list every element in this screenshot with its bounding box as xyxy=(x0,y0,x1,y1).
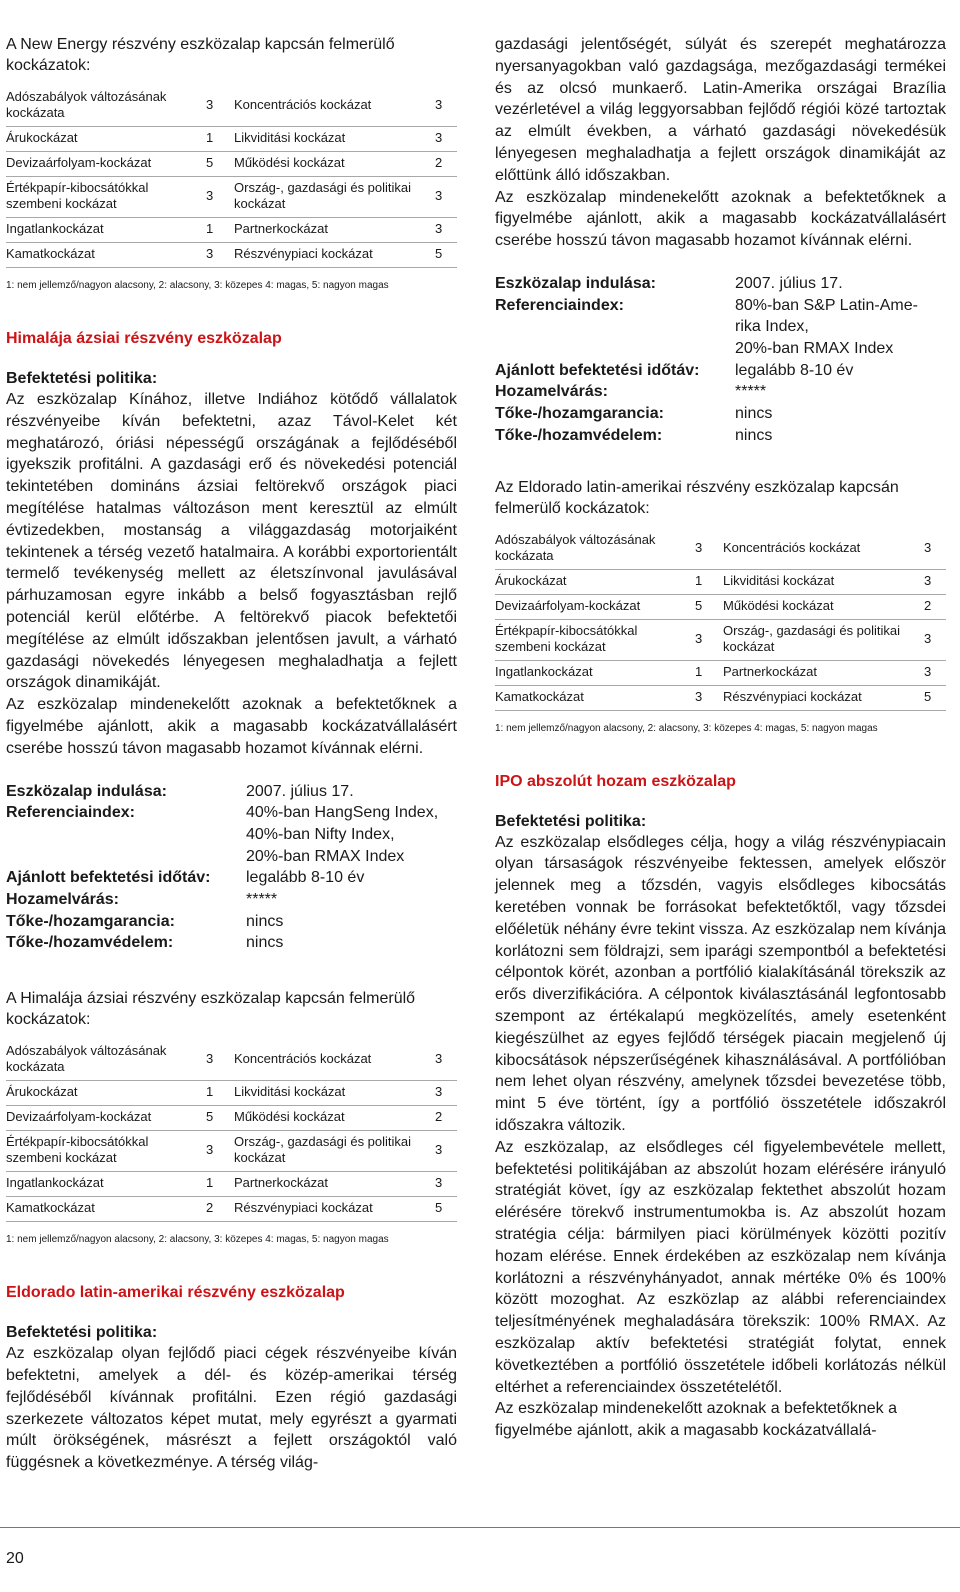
eldorado-policy-label: Befektetési politika: xyxy=(6,1324,158,1342)
himalaya-title: Himalája ázsiai részvény eszközalap xyxy=(6,330,282,347)
himalaya-policy-label: Befektetési politika: xyxy=(6,370,158,387)
footer-rule xyxy=(0,1527,960,1528)
risk-legend: 1: nem jellemző/nagyon alacsony, 2: alacsony, 3: közepes 4: magas, 5: nagyon magas xyxy=(6,280,389,291)
ipo-policy-text: Az eszközalap elsődleges célja, hogy a világ részvénypiacain olyan társaságok részvényeibe fektessen, amelyek először jelennek meg a tőzsdén, vagyis elsődleges kibocsátás keretében vonnak be forrásokat befektetőktől, vagy tőzsdei előéletük néhány évre tekint vissza. Az eszközalap nem kívánja korlátozni sem földrajzi, sem iparági szempontból a befektetési célpontok körét, azonban a portfólió kialakításánál törekszik az erős diverzifikációra. A célpontok kiválasztásánál legfontosabb szempont az értékalapú megközelítés, amely esetenként kiegészülhet az egyes fejlődő térségek piacain megjelenő új kibocsátások népszerűségének kihasználásával. A portfólióban nem lehet olyan részvény, amelynek tőzsdei bevezetése több, mint 5 éve történt, így a portfólió összetétele időszakról időszakra változik. Az eszközalap, az elsődleges cél figyelembevétele mellett, befektetési politikájában az abszolút hozam elérésére irányuló stratégiát követ, így az eszközalap fektethet abszolút hozam elérésére törekvő instrumentumokba is. Az abszolút hozam stratégia célja: bármilyen piaci körülmények közötti pozitív hozam elérése. Ennek érdekében az eszközalap nem kívánja korlátozni a részvényhányadot, annak mértéke 0% és 100% között mozoghat. Az eszközlap az alábbi referenciaindex teljesítményének meghaladására törekszik: 100% RMAX. Az eszközalap aktív befektetési stratégiát folytat, ennek következtében a portfólió összetétele időbeli korlátozás nélkül eltérhet a referenciaindex összetételétől. Az eszközalap mindenekelőtt azoknak a befektetőknek a figyelmébe ajánlott, akik a magasabb kockázatvállalá- xyxy=(495,833,946,1440)
himalaya-policy-text: Az eszközalap Kínához, illetve Indiához kötődő vállalatok részvényeibe kíván befektetni, azaz Távol-Kelet két meghatározó, óriási népességű országának a fejlődéséből igyekszik profitálni. A gazdasági erő és növekedési potenciál tekintetében domináns ázsiai feltörekvő országok piaci megítélése hatalmas változáson ment keresztül az elmúlt évtizedekben, mostanság a világgazdaság motorjaiként tekintenek a térség vezető hatalmaira. A korábbi exportorientált termelő tevékenység mellett az életszínvonal javulásával párhuzamosan egyre inkább a belső fogyasztásban rejlő potenciál kerül előtérbe. A feltörekvő piacok befektetői megítélése az elmúlt időszakban jelentősen javult, a várható gazdasági növekedés lényegesen meghaladhatja a fejlett országok dinamikáját. Az eszközalap mindenekelőtt azoknak a befektetőknek a figyelmébe ajánlott, akik a magasabb kockázatvállalásért cserébe hosszú távon magasabb hozamot kívánnak elérni. xyxy=(6,391,457,757)
right-column xyxy=(495,0,946,1442)
eldorado-risk-intro: Az Eldorado latin-amerikai részvény eszközalap kapcsán felmerülő kockázatok: xyxy=(495,478,899,517)
table-row: Árukockázat 1 Likviditási kockázat 3 xyxy=(495,569,946,594)
table-row: Ingatlankockázat 1 Partnerkockázat 3 xyxy=(495,660,946,685)
table-row: Adószabályok változásának kockázata 3 Koncentrációs kockázat 3 xyxy=(6,86,457,127)
table-row: Adószabályok változásának kockázata 3 Koncentrációs kockázat 3 xyxy=(6,1040,457,1081)
table-row: Értékpapír-kibocsátókkal szembeni kockázat 3 Ország-, gazdasági és politikai kockázat 3 xyxy=(495,619,946,660)
table-row: Adószabályok változásának kockázata 3 Koncentrációs kockázat 3 xyxy=(495,529,946,570)
table-row: Devizaárfolyam-kockázat 5 Működési kockázat 2 xyxy=(6,1106,457,1131)
page-number: 20 xyxy=(6,1550,24,1567)
himalaya-risk-table xyxy=(6,1040,457,1222)
eldorado-title: Eldorado latin-amerikai részvény eszközalap xyxy=(6,1284,345,1302)
table-row: Kamatkockázat 2 Részvénypiaci kockázat 5 xyxy=(6,1197,457,1222)
table-row: Árukockázat 1 Likviditási kockázat 3 xyxy=(6,1081,457,1106)
ipo-policy-label: Befektetési politika: xyxy=(495,812,647,830)
table-row: Értékpapír-kibocsátókkal szembeni kockázat 3 Ország-, gazdasági és politikai kockázat 3 xyxy=(6,177,457,218)
table-row: Kamatkockázat 3 Részvénypiaci kockázat 5 xyxy=(495,685,946,710)
eldorado-facts: Eszközalap indulása: 2007. július 17. Referenciaindex: 80%-ban S&P Latin-Ame- rika Index, 20%-ban RMAX Index Ajánlott befektetési időtáv: legalább 8-10 év Hozamelvárás: ***** Tőke-/hozamgarancia: nincs Tőke-/hozamvédelem: nincs xyxy=(495,274,918,444)
left-column xyxy=(6,0,457,1474)
himalaya-facts: Eszközalap indulása: 2007. július 17. Referenciaindex: 40%-ban HangSeng Index, 40%-ban Nifty Index, 20%-ban RMAX Index Ajánlott befektetési időtáv: legalább 8-10 év Hozamelvárás: ***** Tőke-/hozamgarancia: nincs Tőke-/hozamvédelem: nincs xyxy=(6,782,439,952)
table-row: Ingatlankockázat 1 Partnerkockázat 3 xyxy=(6,1172,457,1197)
ipo-title: IPO abszolút hozam eszközalap xyxy=(495,772,736,790)
table-row: Árukockázat 1 Likviditási kockázat 3 xyxy=(6,127,457,152)
new-energy-risk-table xyxy=(6,86,457,268)
table-row: Devizaárfolyam-kockázat 5 Működési kockázat 2 xyxy=(6,152,457,177)
risk-legend: 1: nem jellemző/nagyon alacsony, 2: alacsony, 3: közepes 4: magas, 5: nagyon magas xyxy=(495,722,878,734)
risk-legend: 1: nem jellemző/nagyon alacsony, 2: alacsony, 3: közepes 4: magas, 5: nagyon magas xyxy=(6,1234,389,1246)
table-row: Devizaárfolyam-kockázat 5 Működési kockázat 2 xyxy=(495,594,946,619)
table-row: Értékpapír-kibocsátókkal szembeni kockázat 3 Ország-, gazdasági és politikai kockázat 3 xyxy=(6,1131,457,1172)
eldorado-policy-text-cont: gazdasági jelentőségét, súlyát és szerepét meghatározza nyersanyagokban való gazdagsága, mezőgazdasági termékei és az olcsó munkaerő. Latin-Amerika országai Brazília vezérletével a világ leggyorsabban fejlődő régiói közé tartoztak az elmúlt években, a várható gazdasági növekedésük lényegesen meghaladhatja a fejlett országok dinamikáját az előttünk álló időszakban. Az eszközalap mindenekelőtt azoknak a befektetőknek a figyelmébe ajánlott, akik a magasabb kockázatvállalásért cserébe hosszú távon magasabb hozamot kívánnak elérni. xyxy=(495,36,946,250)
himalaya-risk-intro: A Himalája ázsiai részvény eszközalap kapcsán felmerülő kockázatok: xyxy=(6,990,416,1029)
new-energy-risk-intro: A New Energy részvény eszközalap kapcsán felmerülő kockázatok: xyxy=(6,36,395,74)
table-row: Kamatkockázat 3 Részvénypiaci kockázat 5 xyxy=(6,243,457,268)
eldorado-risk-table xyxy=(495,529,946,711)
table-row: Ingatlankockázat 1 Partnerkockázat 3 xyxy=(6,218,457,243)
eldorado-policy-text-start: Az eszközalap olyan fejlődő piaci cégek részvényeibe kíván befektetni, amelyek a dél- és közép-amerikai térség fejlődéséből kívánnak profitálni. Ezen régió gazdasági szerkezete változatos képet mutat, mely egyrészt a gyarmati múlt örökségének, másrészt a fejlett országoktól való függésnek a következménye. A térség világ- xyxy=(6,1345,457,1472)
